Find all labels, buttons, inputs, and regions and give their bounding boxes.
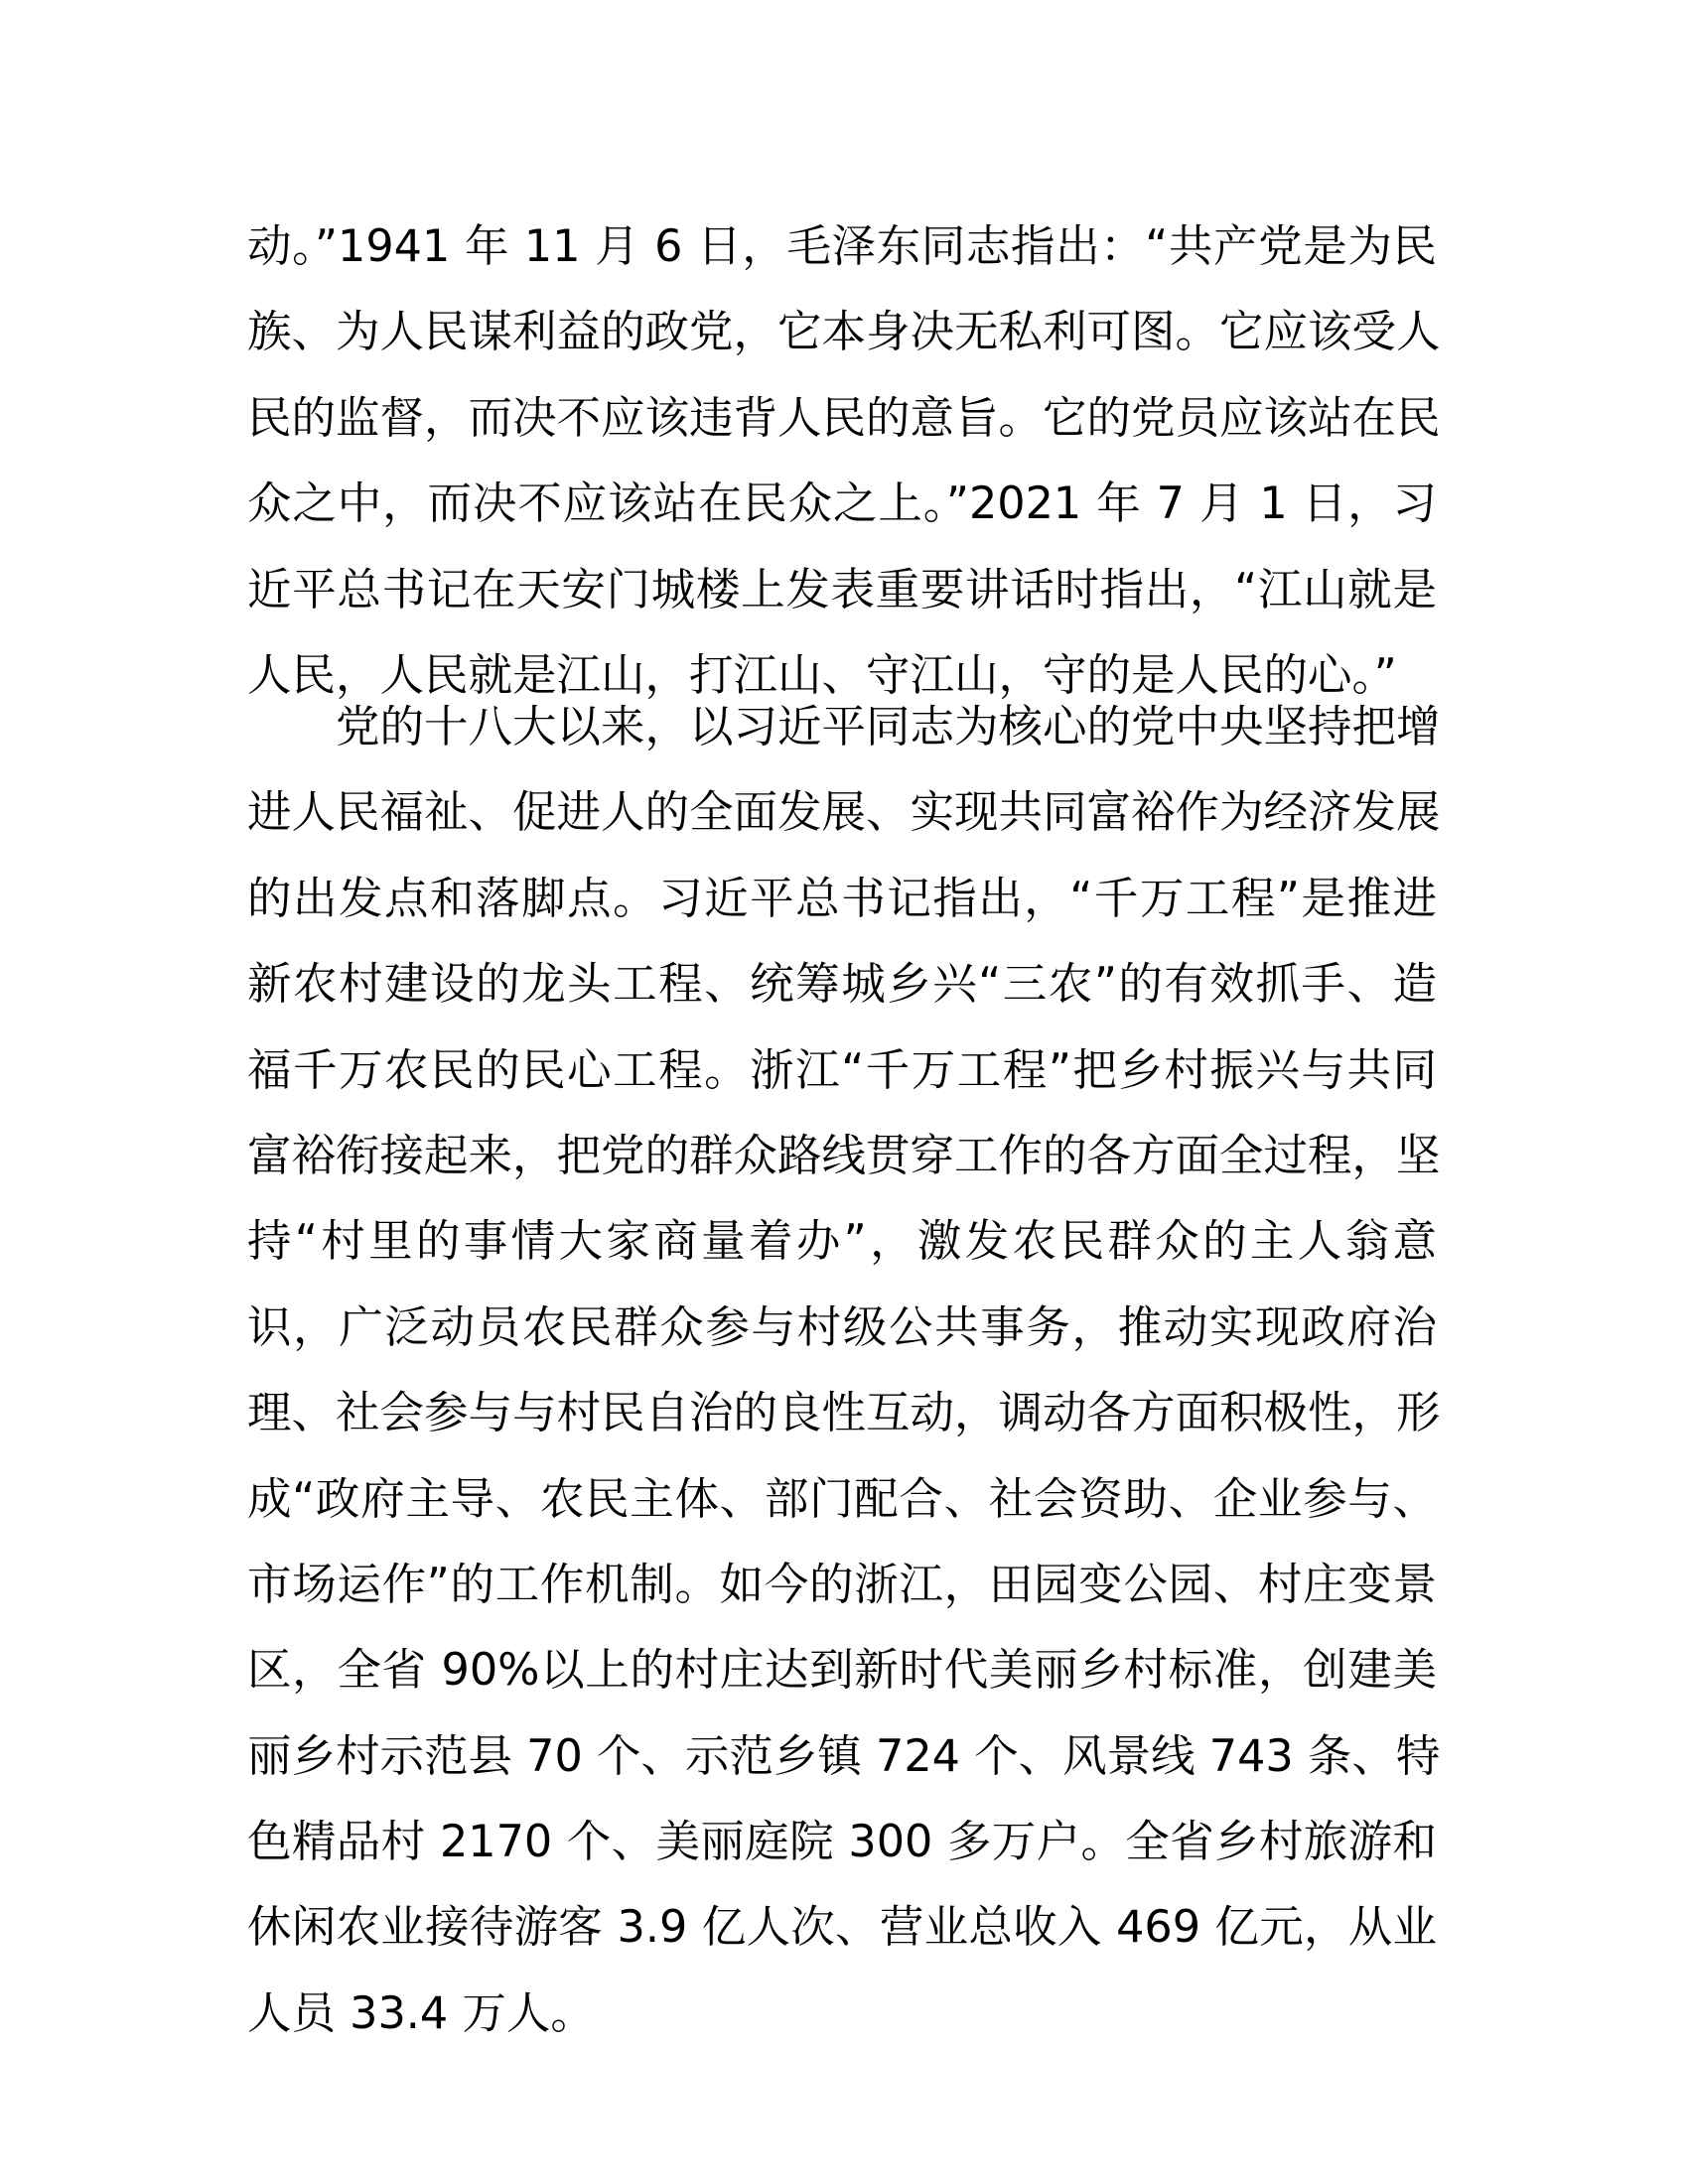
text-line: 众之中，而决不应该站在民众之上。”2021 年 7 月 1 日，习 — [247, 478, 1437, 530]
text-line: 色精品村 2170 个、美丽庭院 300 多万户。全省乡村旅游和 — [247, 1817, 1437, 1868]
text-line: 新农村建设的龙头工程、统筹城乡兴“三农”的有效抓手、造 — [247, 959, 1437, 1011]
text-line: 理、社会参与与村民自治的良性互动，调动各方面积极性，形 — [247, 1388, 1441, 1439]
text-line: 近平总书记在天安门城楼上发表重要讲话时指出，“江山就是 — [247, 564, 1437, 615]
text-line: 休闲农业接待游客 3.9 亿人次、营业总收入 469 亿元，从业 — [247, 1902, 1437, 1954]
text-line: 市场运作”的工作机制。如今的浙江，田园变公园、村庄变景 — [247, 1559, 1437, 1610]
paragraph-quotations — [247, 205, 1441, 719]
text-line: 富裕衔接起来，把党的群众路线贯穿工作的各方面全过程，坚 — [247, 1130, 1441, 1181]
text-line: 区，全省 90%以上的村庄达到新时代美丽乡村标准，创建美 — [247, 1645, 1437, 1697]
text-line: 识，广泛动员农民群众参与村级公共事务，推动实现政府治 — [247, 1301, 1437, 1353]
text-line: 进人民福祉、促进人的全面发展、实现共同富裕作为经济发展 — [247, 787, 1441, 839]
text-line: 族、为人民谋利益的政党，它本身决无私利可图。它应该受人 — [247, 307, 1441, 358]
text-line: 人民，人民就是江山，打江山、守江山，守的是人民的心。” — [247, 649, 1397, 701]
text-line: 丽乡村示范县 70 个、示范乡镇 724 个、风景线 743 条、特 — [247, 1730, 1441, 1782]
text-line: 的出发点和落脚点。习近平总书记指出，“千万工程”是推进 — [247, 873, 1437, 924]
text-line: 党的十八大以来，以习近平同志为核心的党中央坚持把增 — [336, 702, 1441, 752]
text-line: 成“政府主导、农民主体、部门配合、社会资助、企业参与、 — [247, 1473, 1437, 1525]
text-line: 福千万农民的民心工程。浙江“千万工程”把乡村振兴与共同 — [247, 1044, 1437, 1096]
text-line: 人员 33.4 万人。 — [247, 1987, 595, 2039]
paragraph-thousand-villages-project — [247, 685, 1441, 2057]
text-line: 持“村里的事情大家商量着办”，激发农民群众的主人翁意 — [247, 1216, 1437, 1268]
text-line: 民的监督，而决不应该违背人民的意旨。它的党员应该站在民 — [247, 392, 1441, 444]
text-line: 动。”1941 年 11 月 6 日，毛泽东同志指出：“共产党是为民 — [247, 221, 1437, 272]
